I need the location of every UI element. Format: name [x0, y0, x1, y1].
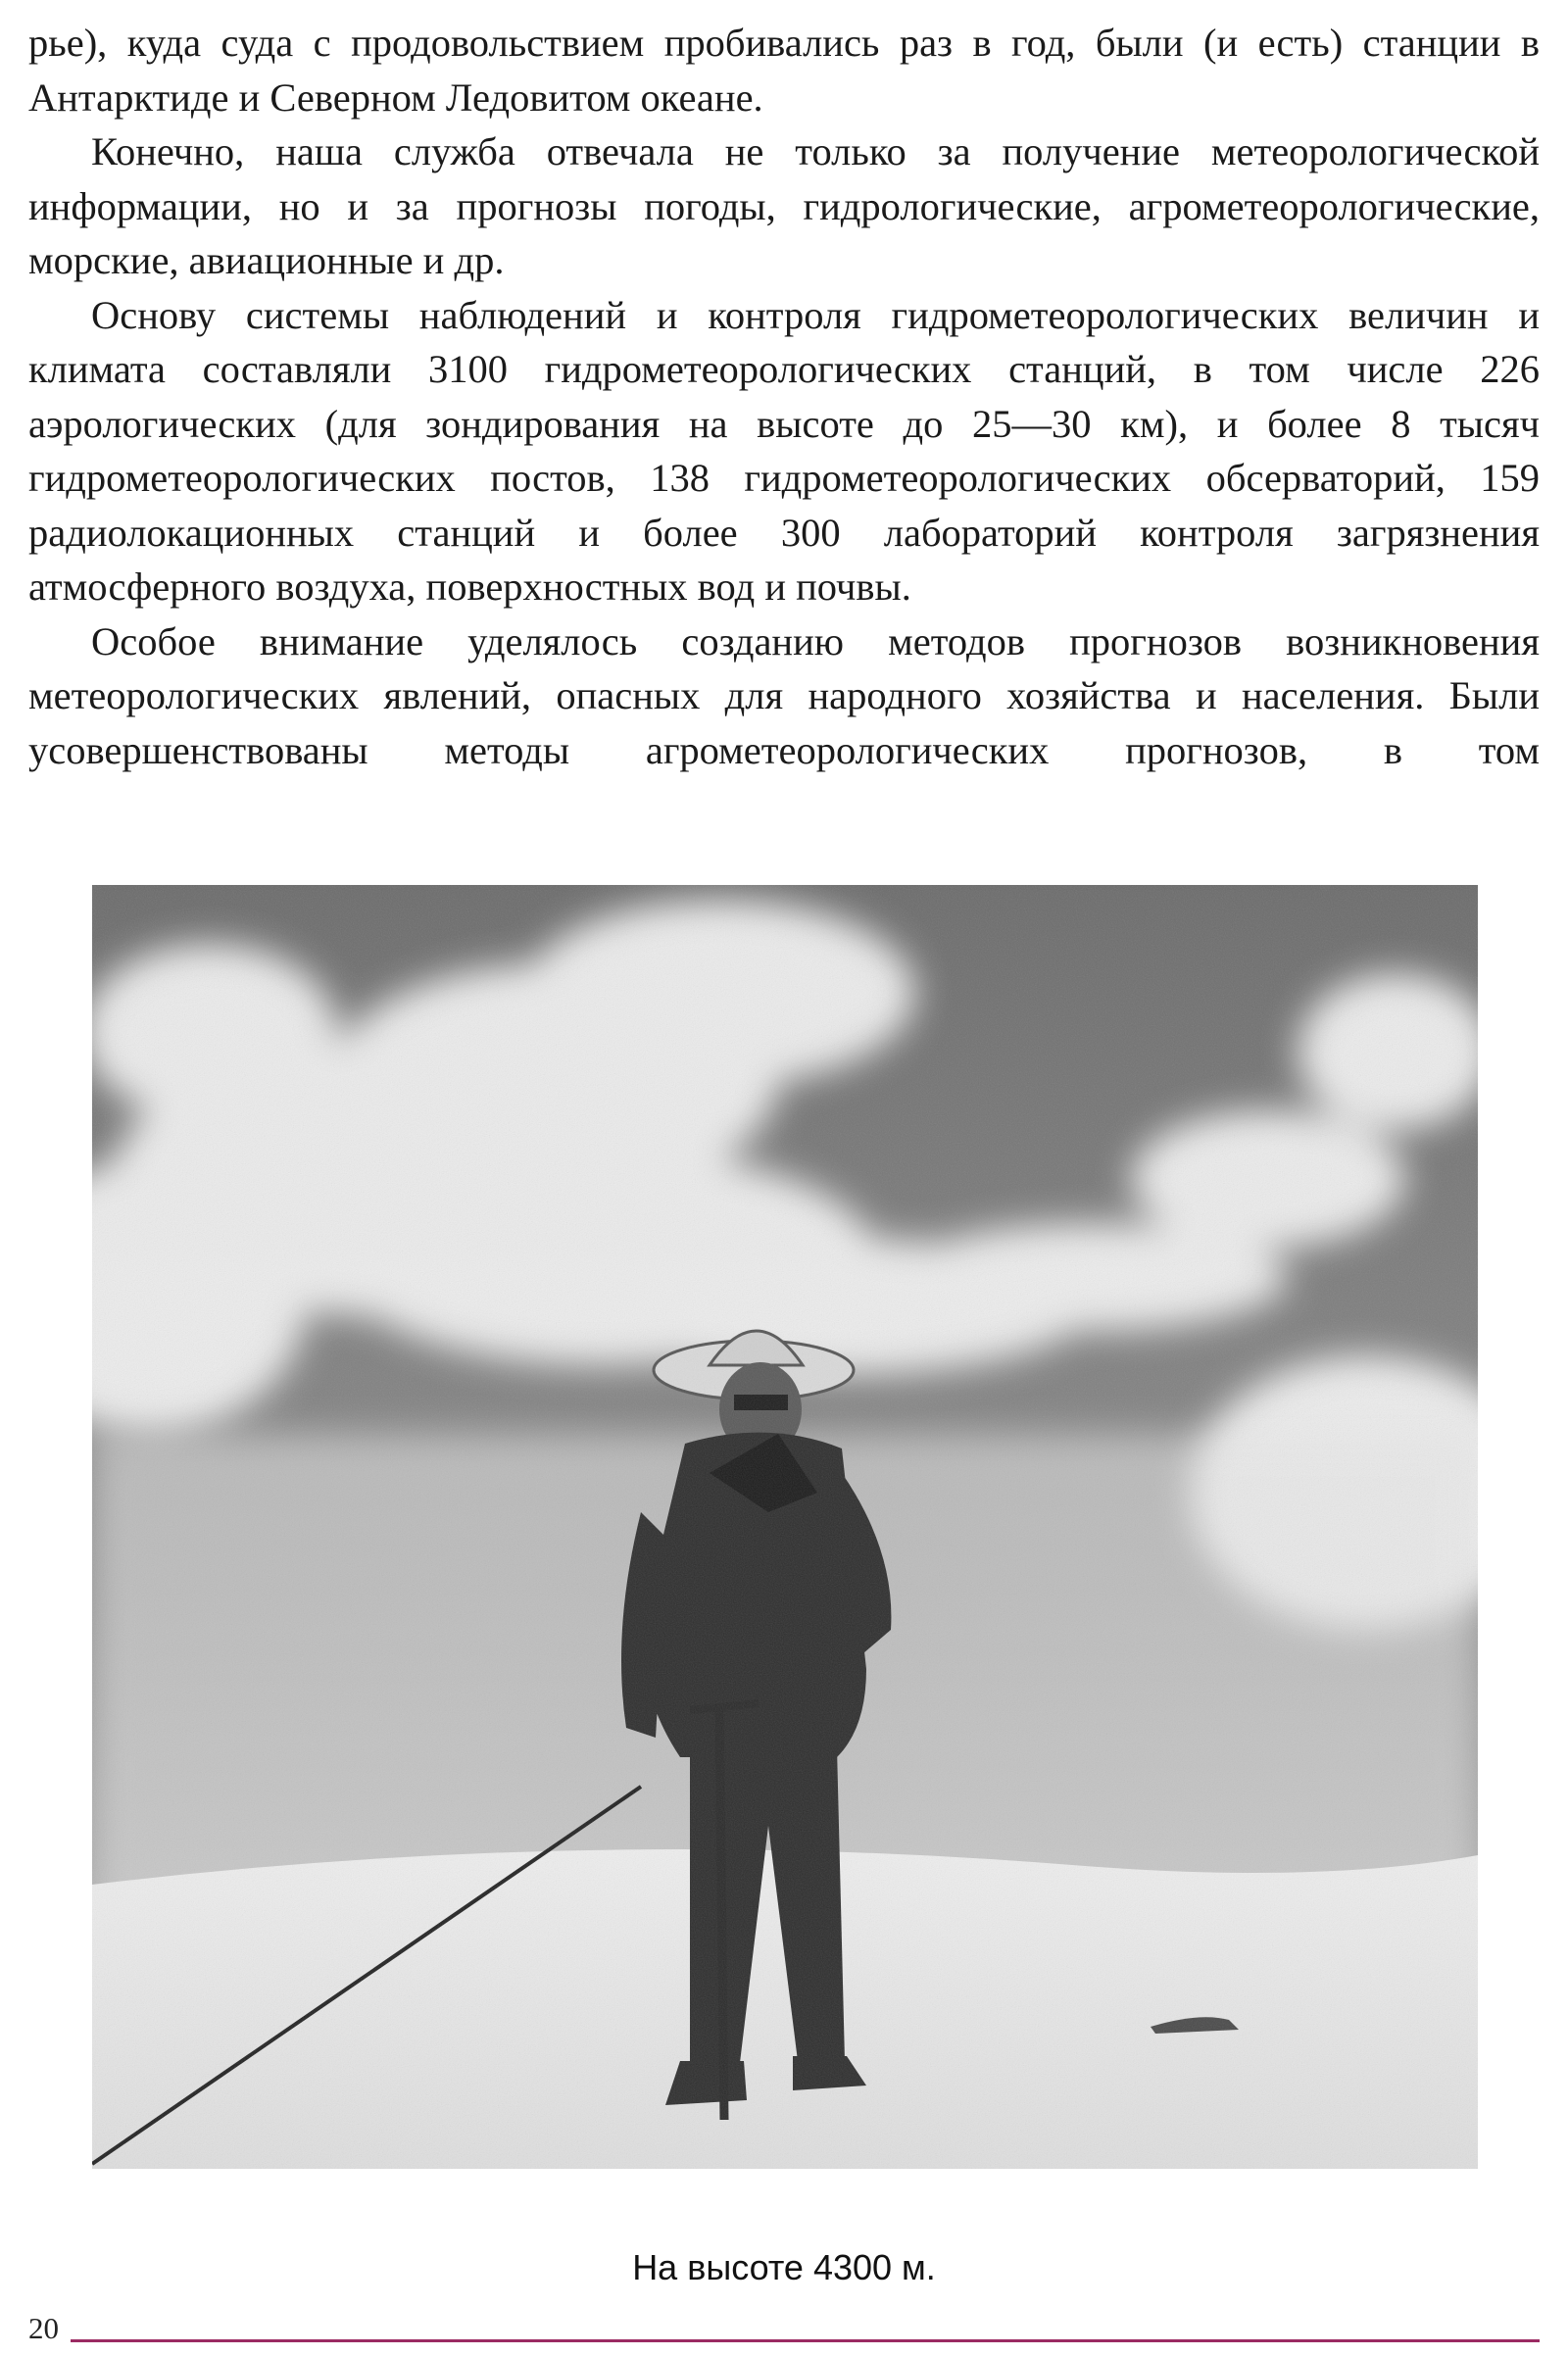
paragraph: Основу системы наблюдений и контроля гидрометеорологических величин и климата составляли 3100 гидрометеорологических станций, в том числе 226 аэрологических (для зондирования на высоте до 25—30 км), и более 8 тысяч гидрометеорологических постов, 138 гидрометеорологических обсерваторий, 159 радиолокационных станций и более 300 лабораторий контроля загрязнения атмосферного воздуха, поверхностных вод и почвы.: [28, 292, 1540, 609]
paragraph: Конечно, наша служба отвечала не только за получение метеорологической информации, но и за прогнозы погоды, гидрологические, агрометеорологические, морские, авиационные и др.: [28, 129, 1540, 282]
photo-caption: На высоте 4300 м.: [632, 2247, 936, 2287]
paragraph: рье), куда суда с продовольствием пробивались раз в год, были (и есть) станции в Антарктиде и Северном Ледовитом океане.: [28, 21, 1540, 120]
paragraph: Особое внимание уделялось созданию методов прогнозов возникновения метеорологических явлений, опасных для народного хозяйства и населения. Были усовершенствованы методы агрометеорологических прогнозов, в том: [28, 618, 1540, 772]
page-number: 20: [28, 2311, 59, 2345]
body-text: [28, 16, 1540, 777]
mountaineer-photo: [92, 885, 1478, 2169]
footer-rule: [71, 2339, 1540, 2342]
